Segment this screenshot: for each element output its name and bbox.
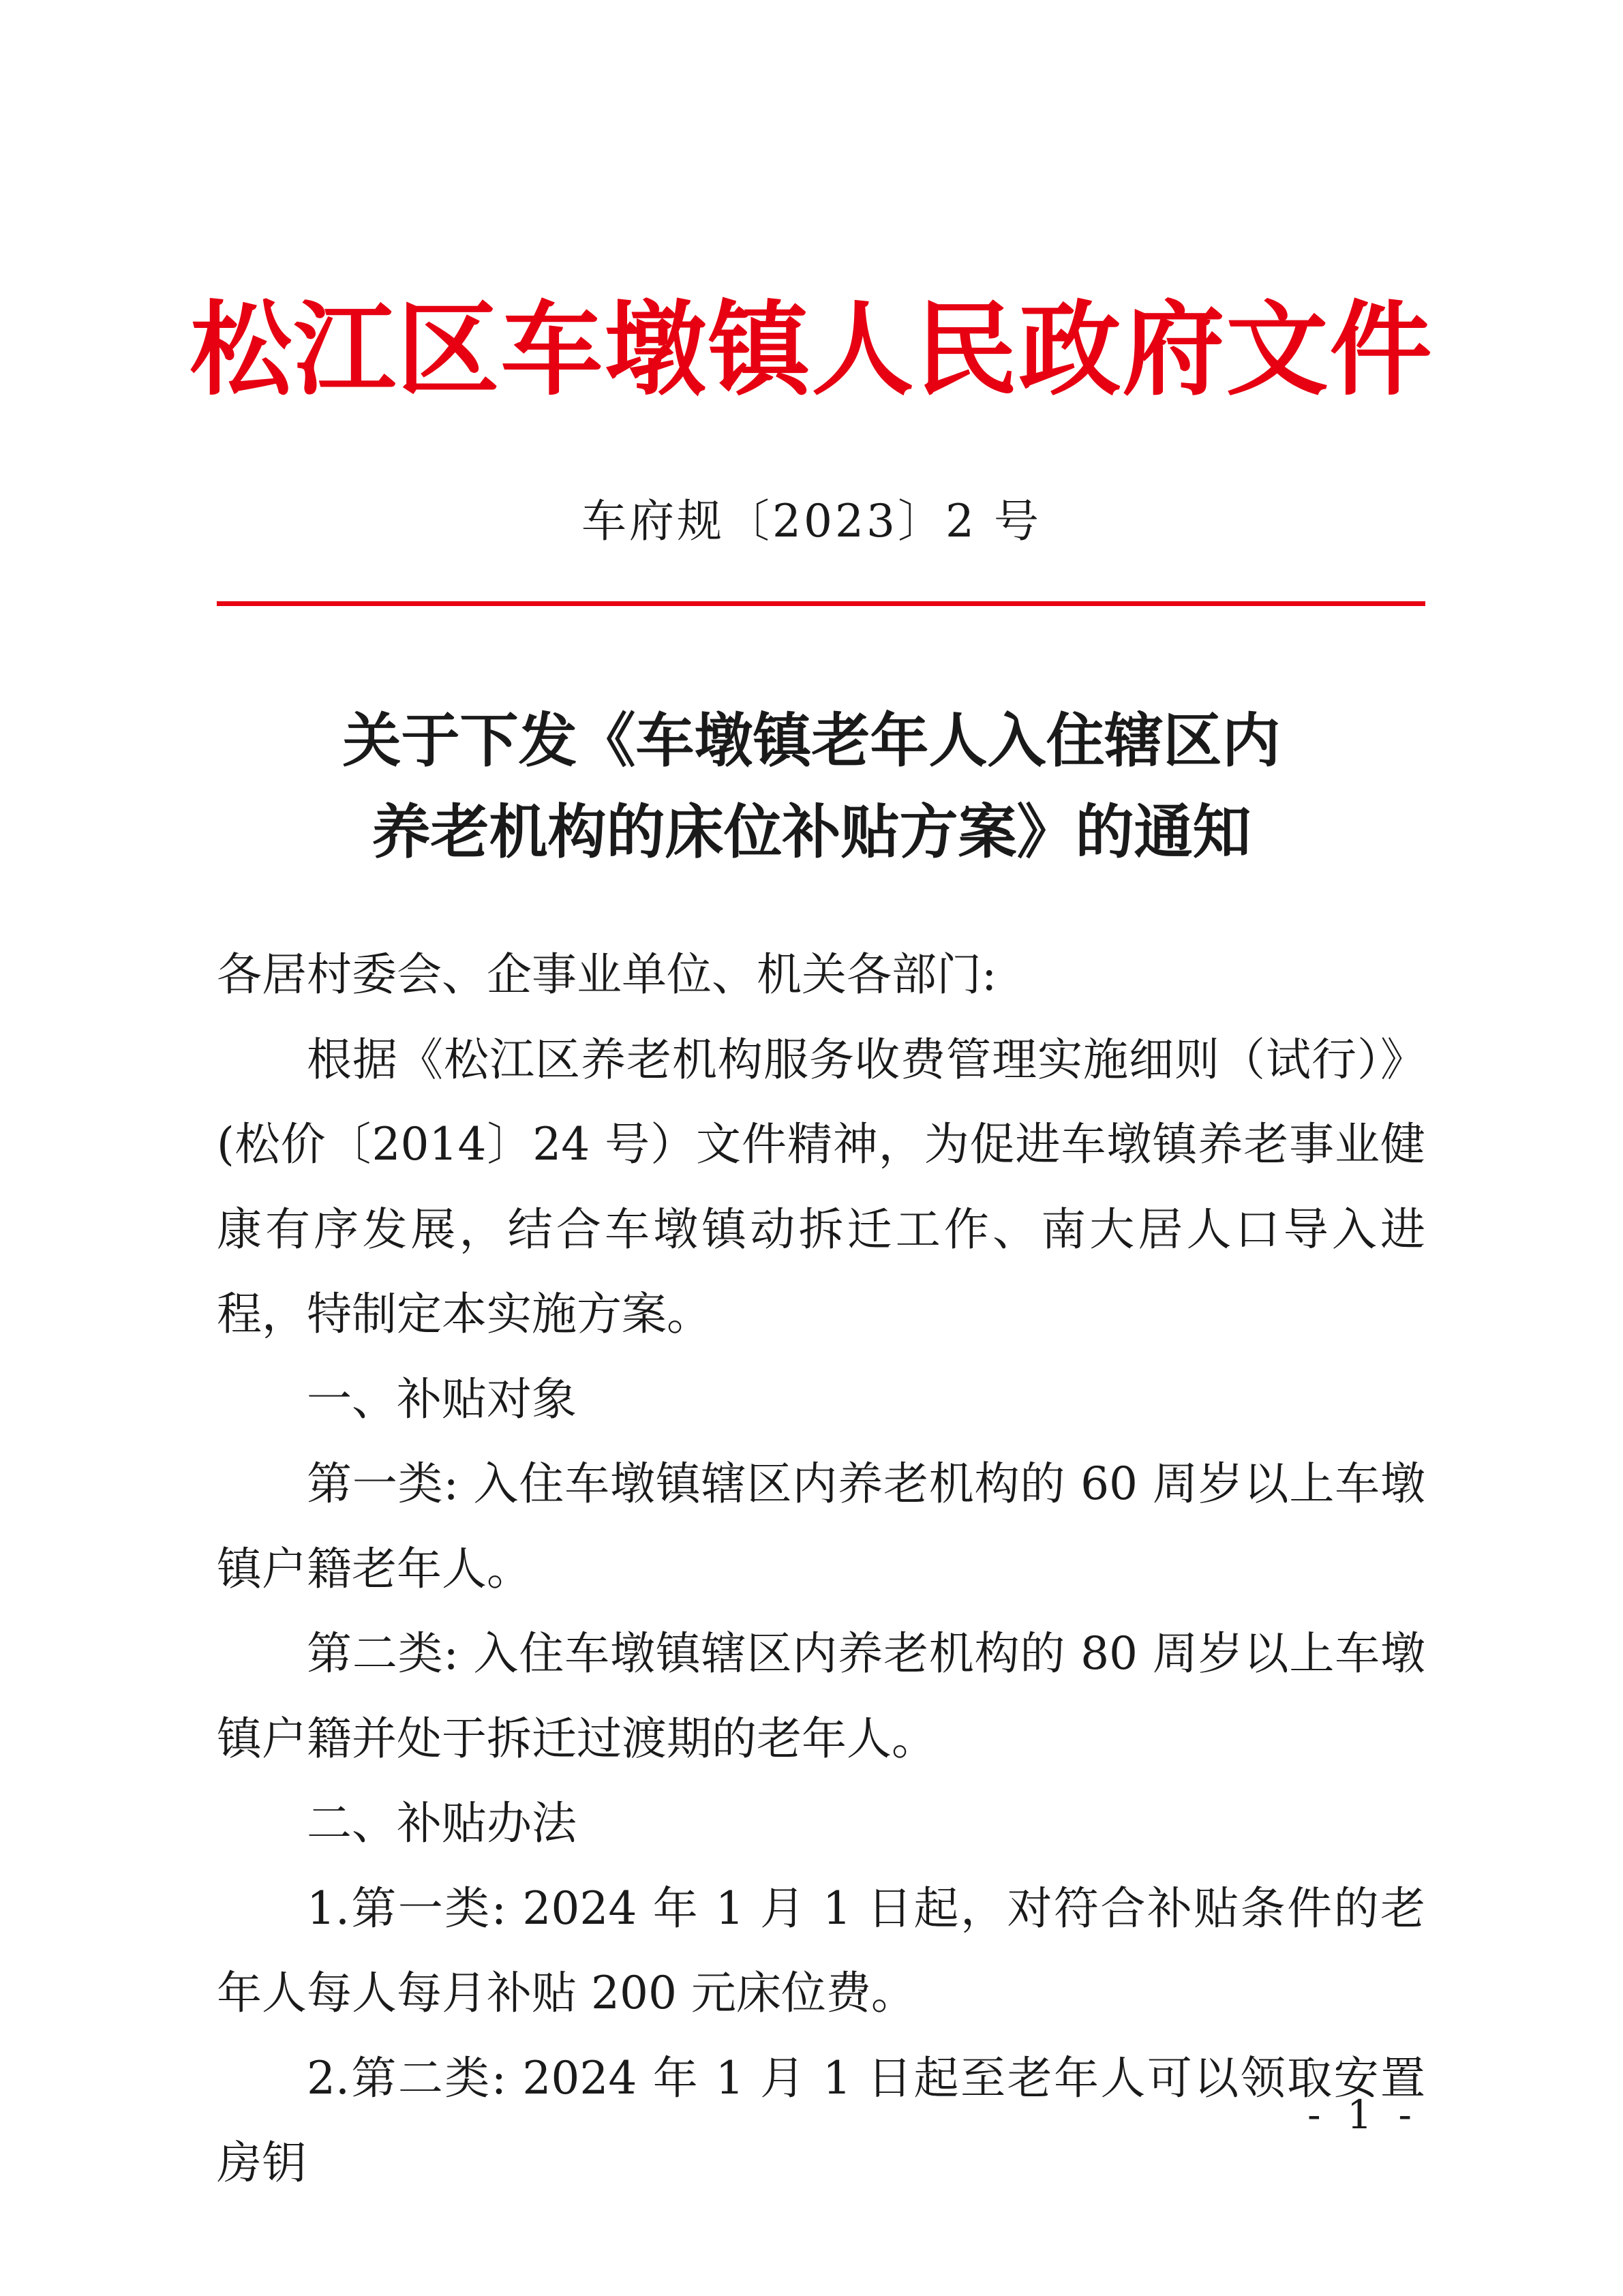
body-paragraph: 1.第一类: 2024 年 1 月 1 日起，对符合补贴条件的老年人每人每月补贴 200 元床位费。 [217, 1882, 1425, 2019]
section-heading-subsidy-method: 二、补贴办法 [307, 1797, 577, 1849]
notice-title-line-2: 养老机构的床位补贴方案》的通知 [371, 798, 1252, 866]
body-paragraph: 第二类: 入住车墩镇辖区内养老机构的 80 周岁以上车墩镇户籍并处于拆迁过渡期的老年人。 [217, 1627, 1425, 1765]
notice-title [0, 695, 1623, 878]
section-heading-subsidy-target: 一、补贴对象 [307, 1372, 577, 1425]
red-divider-line [217, 601, 1425, 606]
notice-title-line-1: 关于下发《车墩镇老年人入住辖区内 [342, 706, 1281, 775]
document-number: 车府规〔2023〕2 号 [581, 495, 1042, 547]
body-paragraph: 2.第二类: 2024 年 1 月 1 日起至老年人可以领取安置房钥 [217, 2051, 1425, 2189]
document-body [217, 933, 1425, 2206]
document-header-title: 松江区车墩镇人民政府文件 [189, 290, 1434, 410]
page-number: - 1 - [1307, 2091, 1419, 2138]
body-paragraph: 根据《松江区养老机构服务收费管理实施细则（试行）》(松价〔2014〕24 号）文件精神，为促进车墩镇养老事业健康有序发展，结合车墩镇动拆迁工作、南大居人口导入进程，特制定本实施方案。 [217, 1033, 1425, 1340]
body-paragraph: 第一类: 入住车墩镇辖区内养老机构的 60 周岁以上车墩镇户籍老年人。 [217, 1457, 1425, 1595]
addressee: 各居村委会、企事业单位、机关各部门: [217, 948, 997, 1001]
